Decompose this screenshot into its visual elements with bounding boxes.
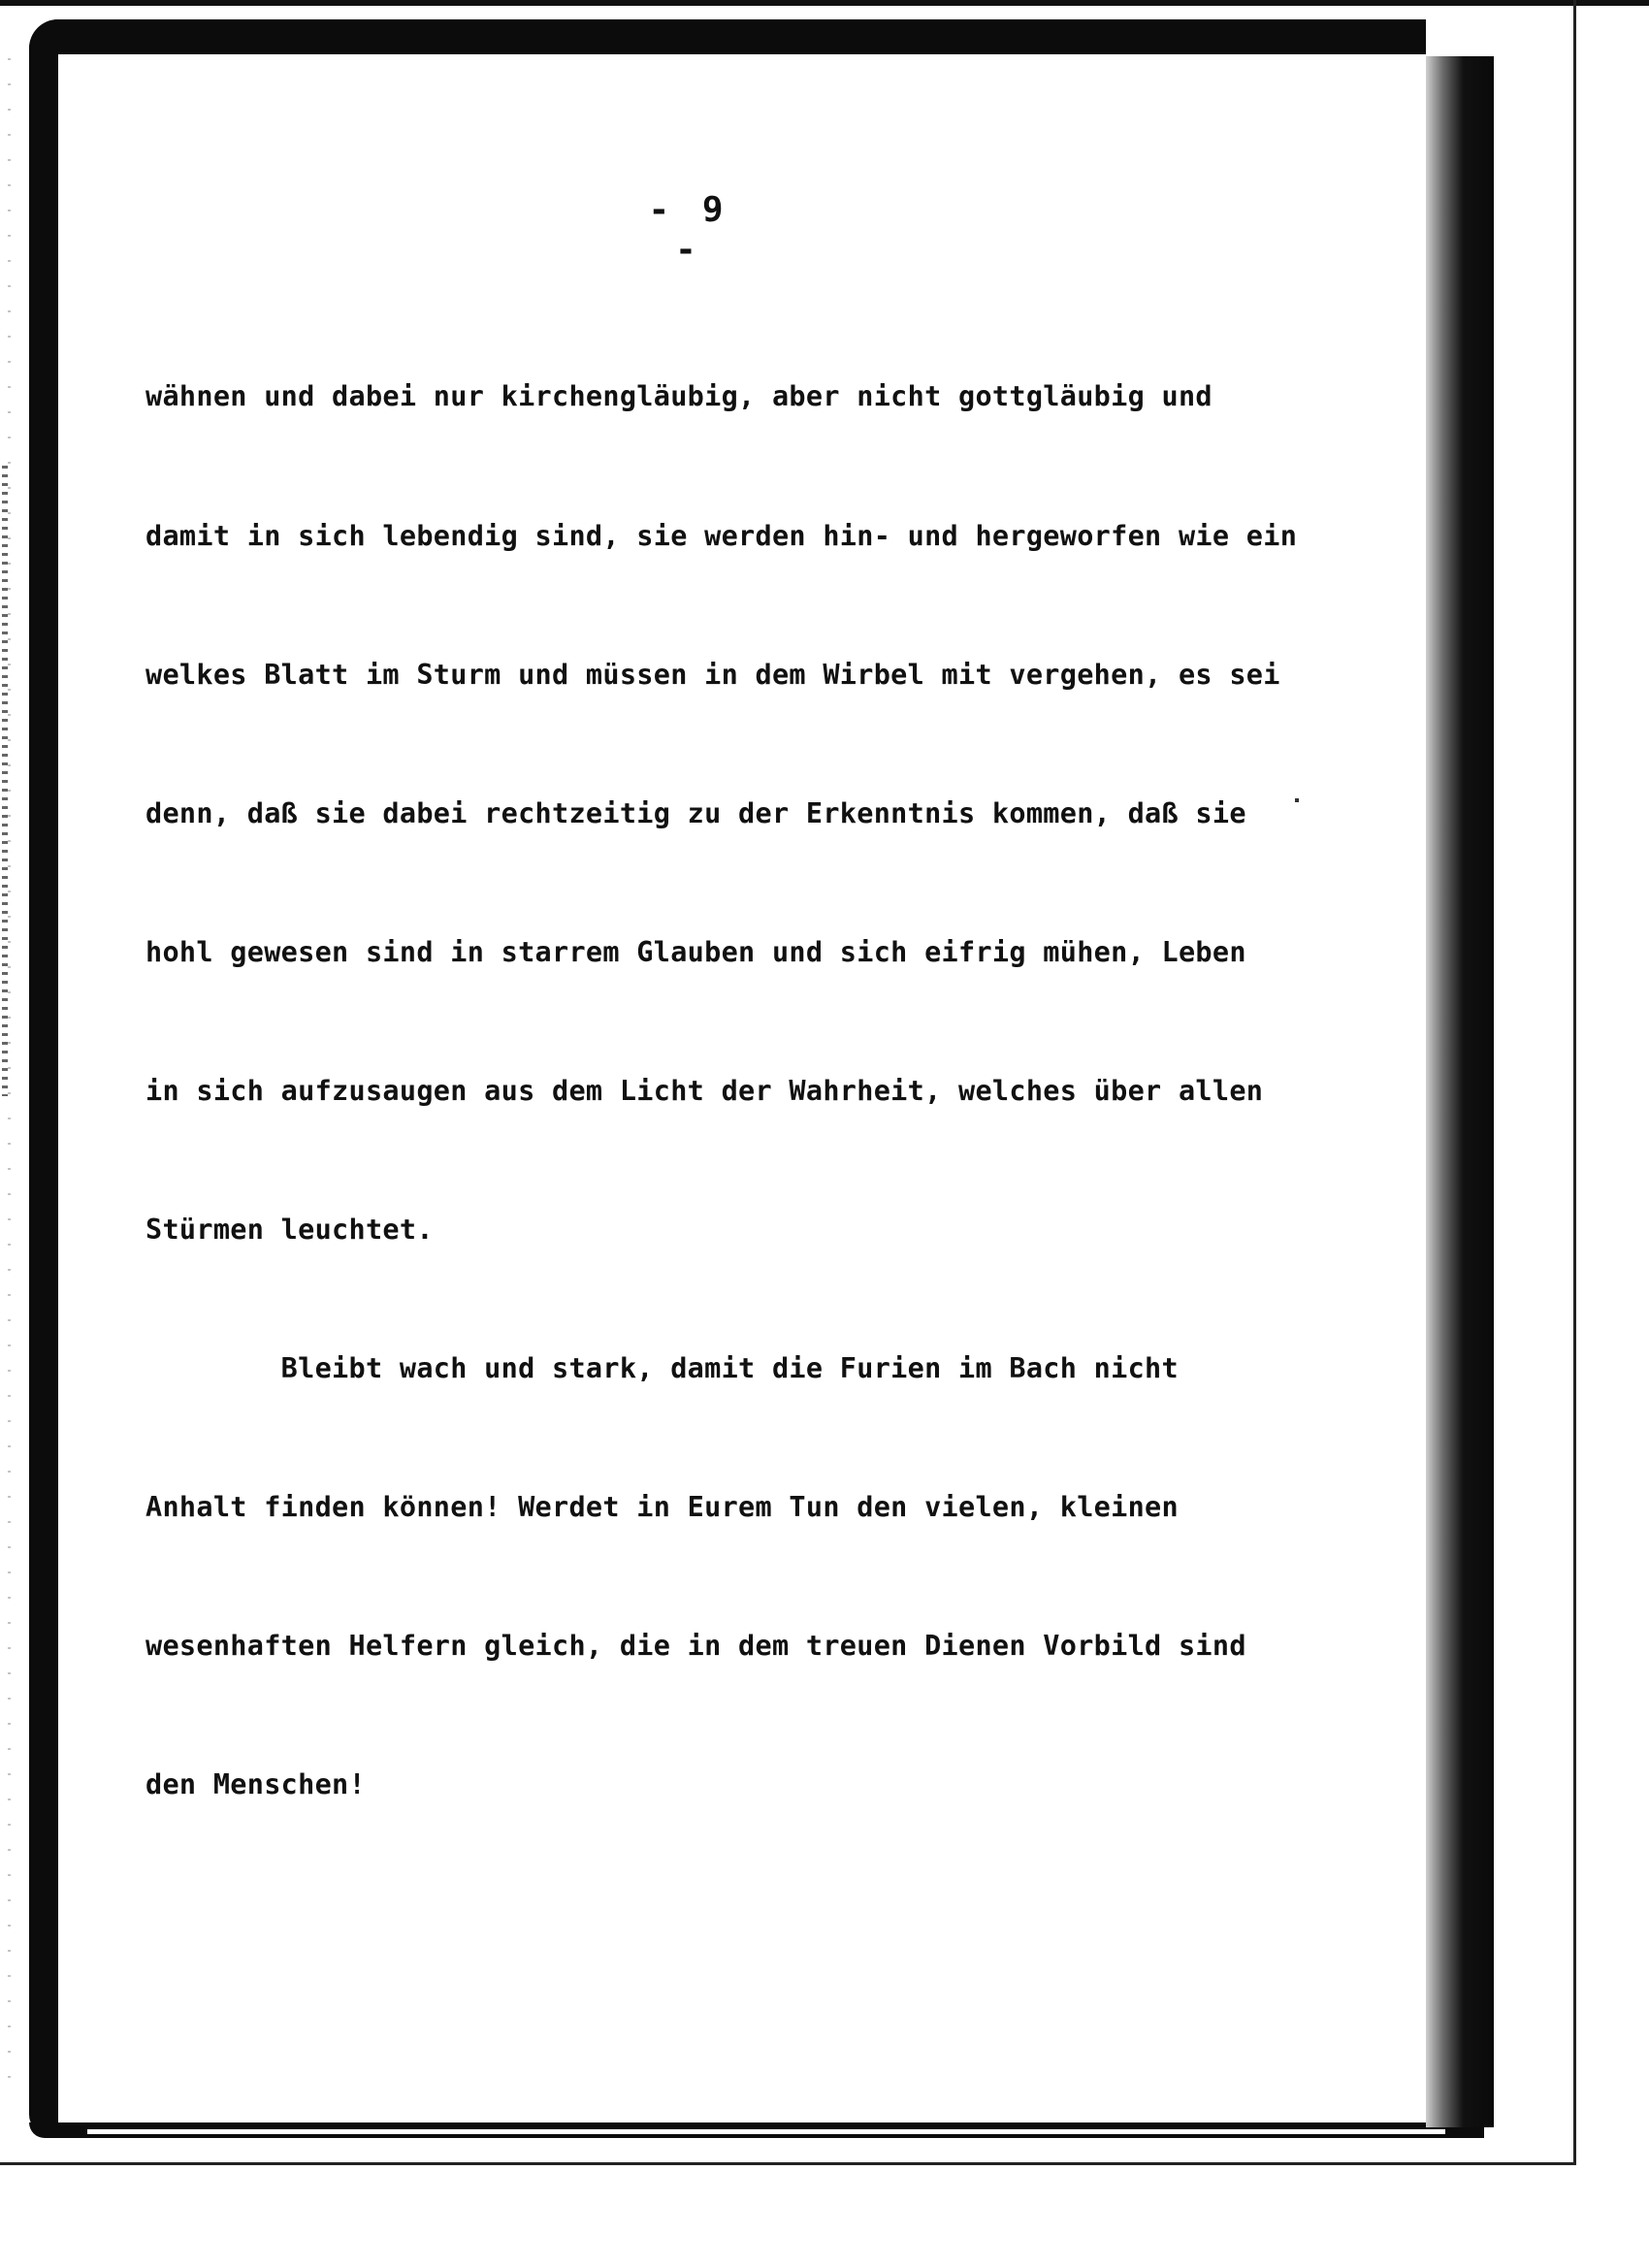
text-line: Stürmen leuchtet.: [146, 1213, 434, 1246]
text-line: den Menschen!: [146, 1768, 366, 1801]
text-line: Bleibt wach und stark, damit die Furien im Bach nicht: [146, 1352, 1179, 1385]
photocopy-shadow-right: [1426, 56, 1494, 2127]
photocopy-page-edge: [58, 54, 81, 2121]
text-line: damit in sich lebendig sind, sie werden hin- und hergeworfen wie ein: [146, 519, 1298, 552]
page-number: - 9 -: [648, 190, 729, 270]
photocopy-gap: [87, 2129, 1445, 2134]
text-line: wähnen und dabei nur kirchengläubig, aber nicht gottgläubig und: [146, 380, 1212, 413]
text-line: welkes Blatt im Sturm und müssen in dem Wirbel mit vergehen, es sei: [146, 658, 1280, 691]
text-line: denn, daß sie dabei rechtzeitig zu der Erkenntnis kommen, daß sie: [146, 796, 1246, 829]
photocopy-shadow-left: [29, 19, 58, 2134]
text-line: wesenhaften Helfern gleich, die in dem treuen Dienen Vorbild sind: [146, 1630, 1246, 1663]
stray-mark: [1295, 798, 1299, 802]
text-line: hohl gewesen sind in starrem Glauben und sich eifrig mühen, Leben: [146, 935, 1246, 968]
margin-speckles: [8, 58, 11, 2095]
text-line: Anhalt finden können! Werdet in Eurem Tun den vielen, kleinen: [146, 1491, 1179, 1524]
text-line: in sich aufzusaugen aus dem Licht der Wahrheit, welches über allen: [146, 1074, 1264, 1107]
photocopy-shadow-top-fade: [1116, 19, 1426, 54]
body-text: [146, 281, 1431, 1855]
